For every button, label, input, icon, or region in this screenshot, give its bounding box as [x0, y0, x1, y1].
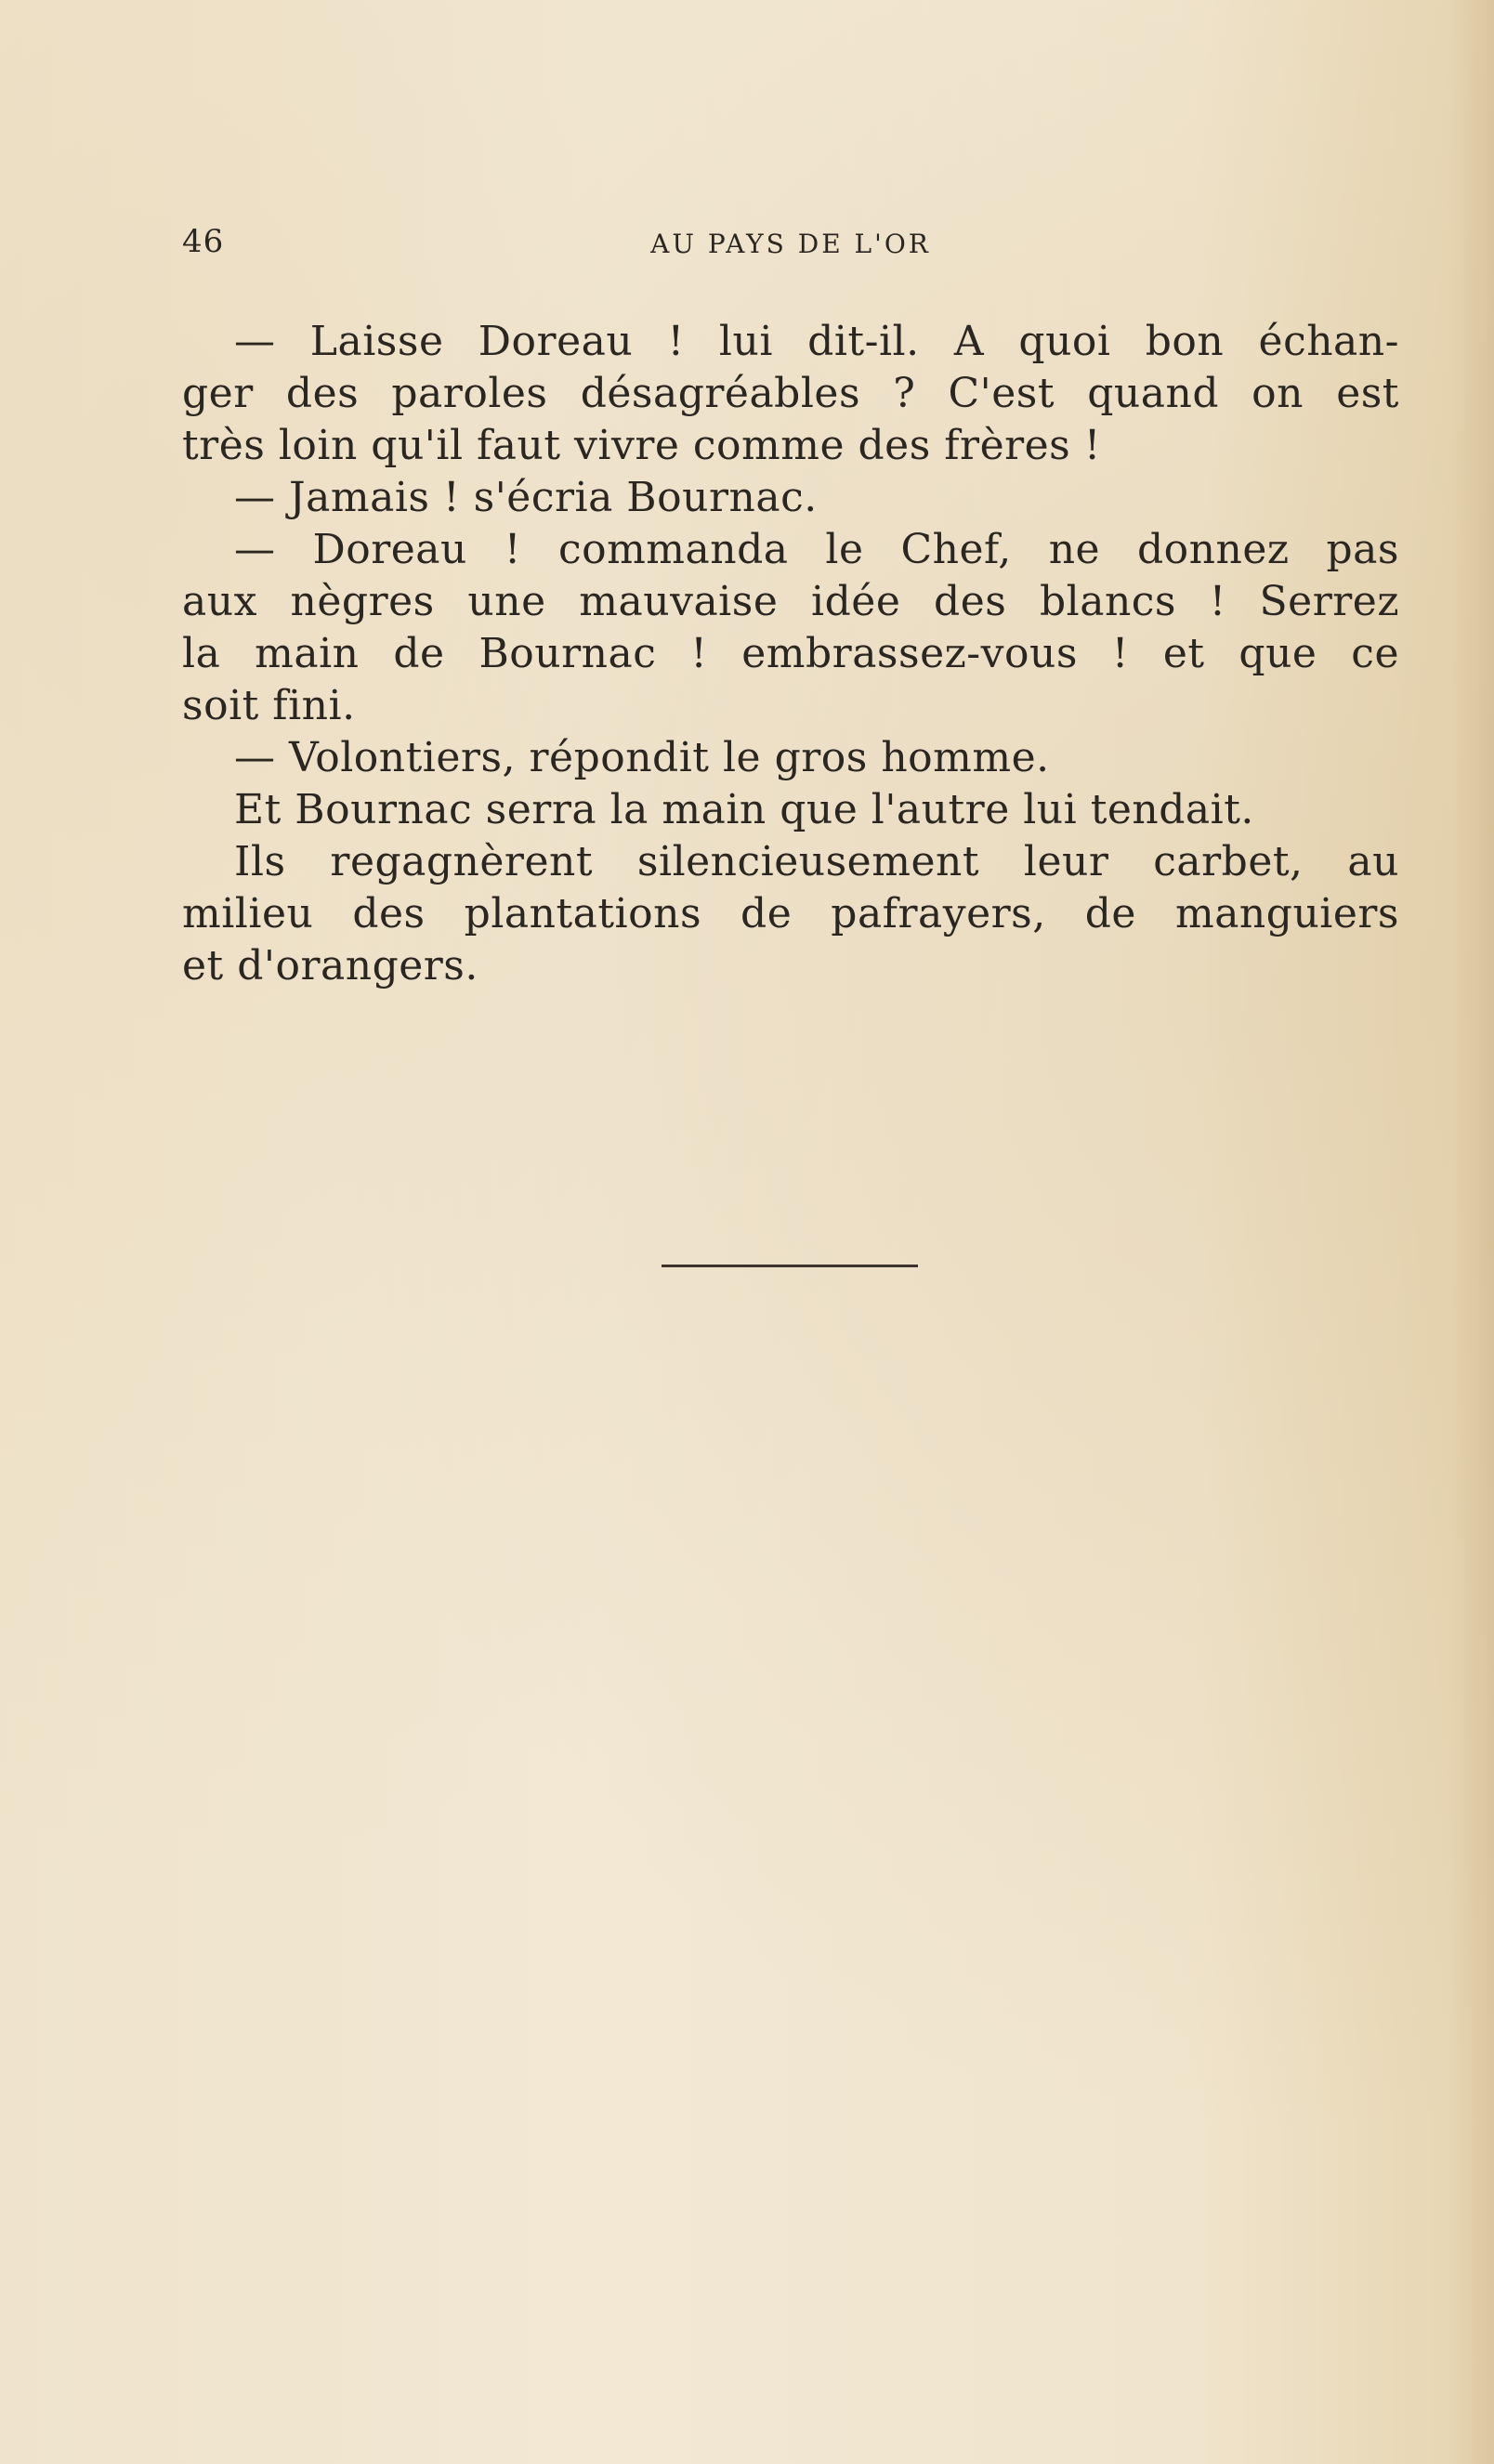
text-line: — Volontiers, répondit le gros homme.: [234, 734, 1050, 781]
text-line: aux nègres une mauvaise idée des blancs ! Serrez: [182, 578, 1399, 625]
running-title: AU PAYS DE L'OR: [650, 229, 931, 259]
text-line: et d'orangers.: [182, 942, 478, 990]
page-edge-shadow: [1449, 0, 1494, 2464]
text-line: très loin qu'il faut vivre comme des frères !: [182, 422, 1101, 469]
text-line: Et Bournac serra la main que l'autre lui tendait.: [234, 786, 1254, 833]
text-line: — Laisse Doreau ! lui dit-il. A quoi bon échan-: [234, 318, 1399, 365]
body-text: [182, 316, 1399, 992]
chapter-end-rule: [662, 1265, 918, 1267]
text-line: — Jamais ! s'écria Bournac.: [234, 474, 818, 521]
text-line: ger des paroles désagréables ? C'est quand on est: [182, 370, 1399, 417]
text-line: Ils regagnèrent silencieusement leur carbet, au: [234, 838, 1399, 885]
text-line: milieu des plantations de pafrayers, de manguiers: [182, 890, 1399, 937]
page-header: [182, 223, 1399, 264]
page-number: 46: [182, 223, 225, 260]
text-line: — Doreau ! commanda le Chef, ne donnez pas: [234, 526, 1399, 573]
text-line: la main de Bournac ! embrassez-vous ! et que ce: [182, 630, 1399, 677]
text-line: soit fini.: [182, 682, 356, 729]
